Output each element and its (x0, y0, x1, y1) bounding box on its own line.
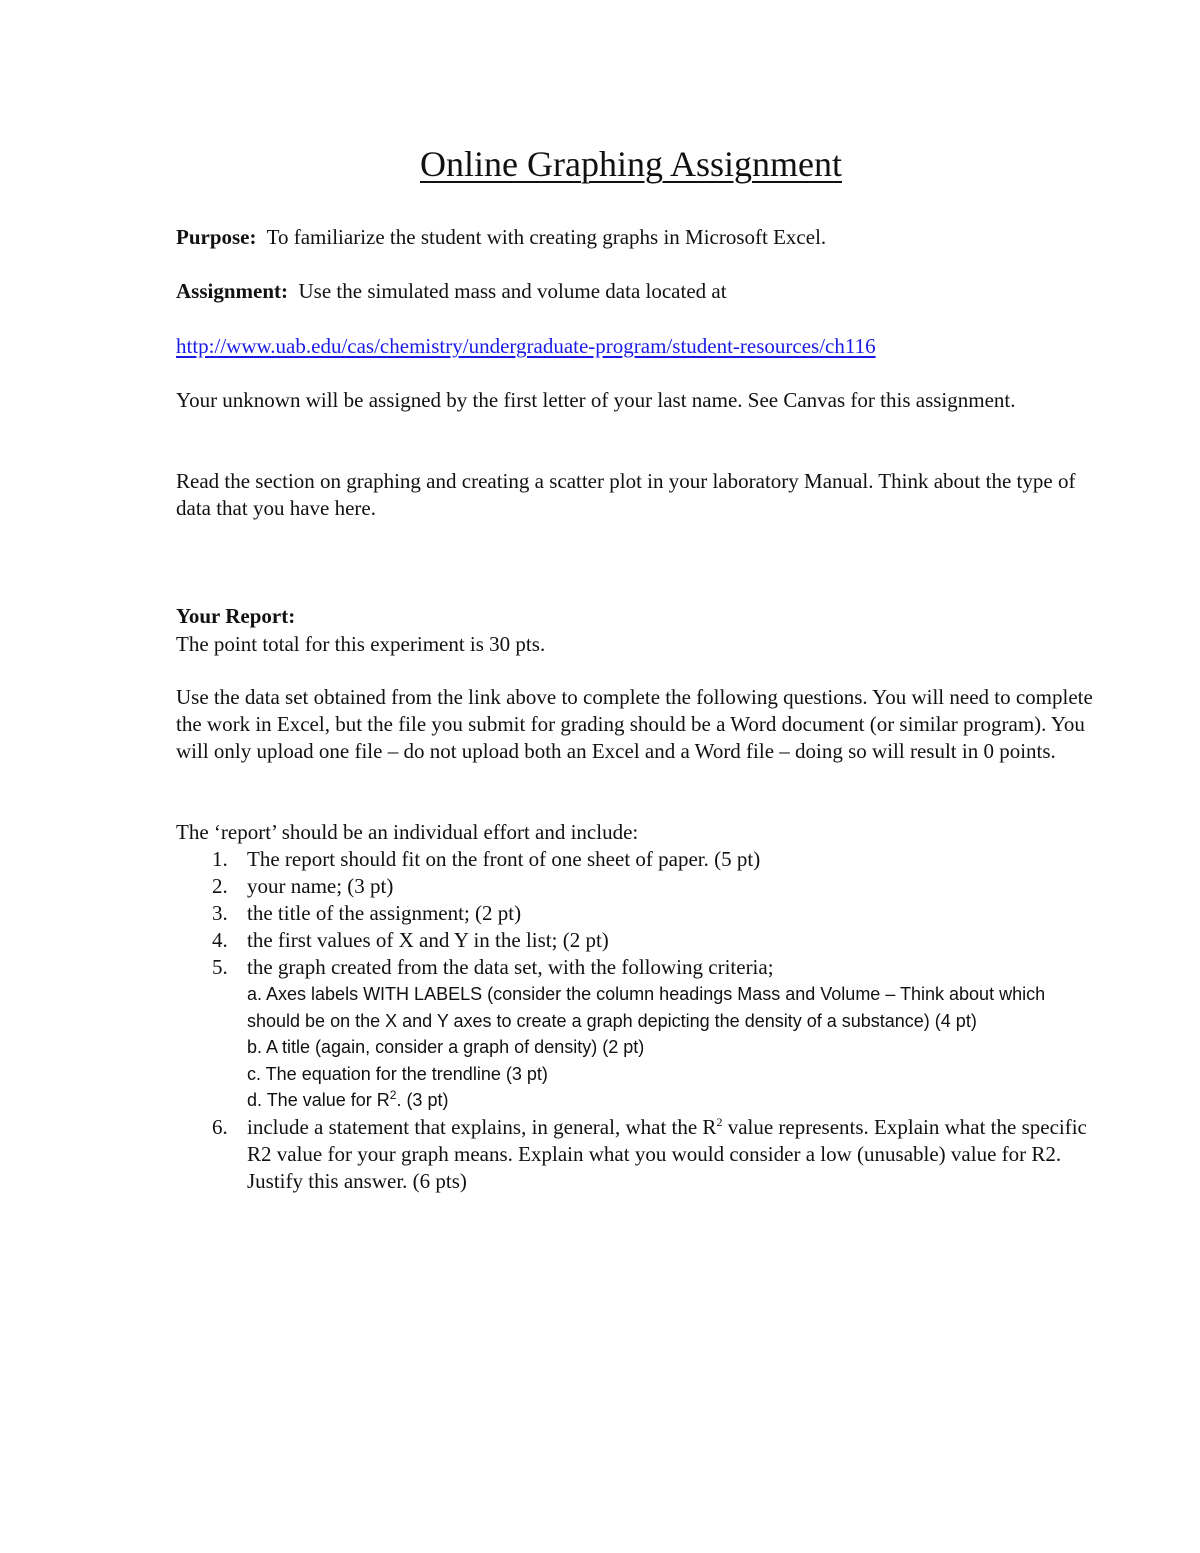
report-heading (176, 603, 1096, 630)
sub-list-item: c. The equation for the trendline (3 pt) (247, 1063, 548, 1084)
list-item-text: value represents. Explain what the specific R2 value for your graph means. Explain what you would consider a low (unusable) value for R2. Justify this answer. (6 pts) (247, 1114, 1087, 1193)
list-item (176, 900, 1096, 927)
assignment-label: Assignment: (176, 279, 289, 303)
sub-list-item (247, 1087, 1096, 1114)
graph-criteria-list (247, 981, 1096, 1114)
list-item-number: 1. (212, 847, 228, 871)
superscript: 2 (389, 1088, 397, 1102)
list-item-number: 5. (212, 955, 228, 979)
unknown-paragraph: Your unknown will be assigned by the first letter of your last name. See Canvas for this assignment. (176, 388, 1016, 412)
assignment-text: Use the simulated mass and volume data located at (298, 279, 727, 303)
superscript: 2 (716, 1114, 723, 1129)
list-item-text: The report should fit on the front of one sheet of paper. (5 pt) (247, 847, 761, 871)
document-title: Online Graphing Assignment (420, 144, 842, 184)
list-item (176, 846, 1096, 873)
assignment-paragraph (176, 278, 1096, 305)
read-paragraph: Read the section on graphing and creating a scatter plot in your laboratory Manual. Think about the type of data that you have here. (176, 469, 1076, 520)
list-item (176, 1114, 1096, 1195)
list-item-text: the title of the assignment; (2 pt) (247, 901, 522, 925)
report-requirements-list (176, 846, 1096, 1195)
list-item-number: 4. (212, 928, 228, 952)
report-heading-label: Your Report: (176, 604, 296, 628)
list-item-text: your name; (3 pt) (247, 874, 394, 898)
report-intro: The ‘report’ should be an individual effort and include: (176, 820, 639, 844)
data-set-paragraph: Use the data set obtained from the link above to complete the following questions. You will need to complete the work in Excel, but the file you submit for grading should be a Word document (or similar program). You will only upload one file – do not upload both an Excel and a Word file – doing so will result in 0 points. (176, 685, 1093, 763)
sub-list-item: b. A title (again, consider a graph of density) (2 pt) (247, 1037, 645, 1057)
list-item-text: the first values of X and Y in the list; (2 pt) (247, 928, 609, 952)
purpose-label: Purpose: (176, 225, 257, 249)
list-item (176, 954, 1096, 1114)
data-link[interactable]: http://www.uab.edu/cas/chemistry/undergraduate-program/student-resources/ch116 (176, 334, 876, 358)
sub-list-item-text: . (3 pt) (396, 1090, 449, 1110)
list-item-text: include a statement that explains, in general, what the R (247, 1114, 717, 1139)
sub-list-item-text: d. The value for R (247, 1090, 390, 1110)
list-item-number: 6. (212, 1114, 228, 1139)
data-link-paragraph (176, 333, 1096, 360)
list-item-number: 3. (212, 901, 228, 925)
purpose-text: To familiarize the student with creating graphs in Microsoft Excel. (266, 225, 827, 249)
purpose-paragraph (176, 224, 1096, 251)
list-item-number: 2. (212, 874, 228, 898)
list-item-text: the graph created from the data set, with the following criteria; (247, 955, 774, 979)
sub-list-item: a. Axes labels WITH LABELS (consider the column headings Mass and Volume – Think about which should be on the X and Y axes to create a graph depicting the density of a substance) (4 pt) (247, 984, 1046, 1031)
point-total: The point total for this experiment is 30 pts. (176, 632, 546, 656)
list-item (176, 927, 1096, 954)
list-item (176, 873, 1096, 900)
